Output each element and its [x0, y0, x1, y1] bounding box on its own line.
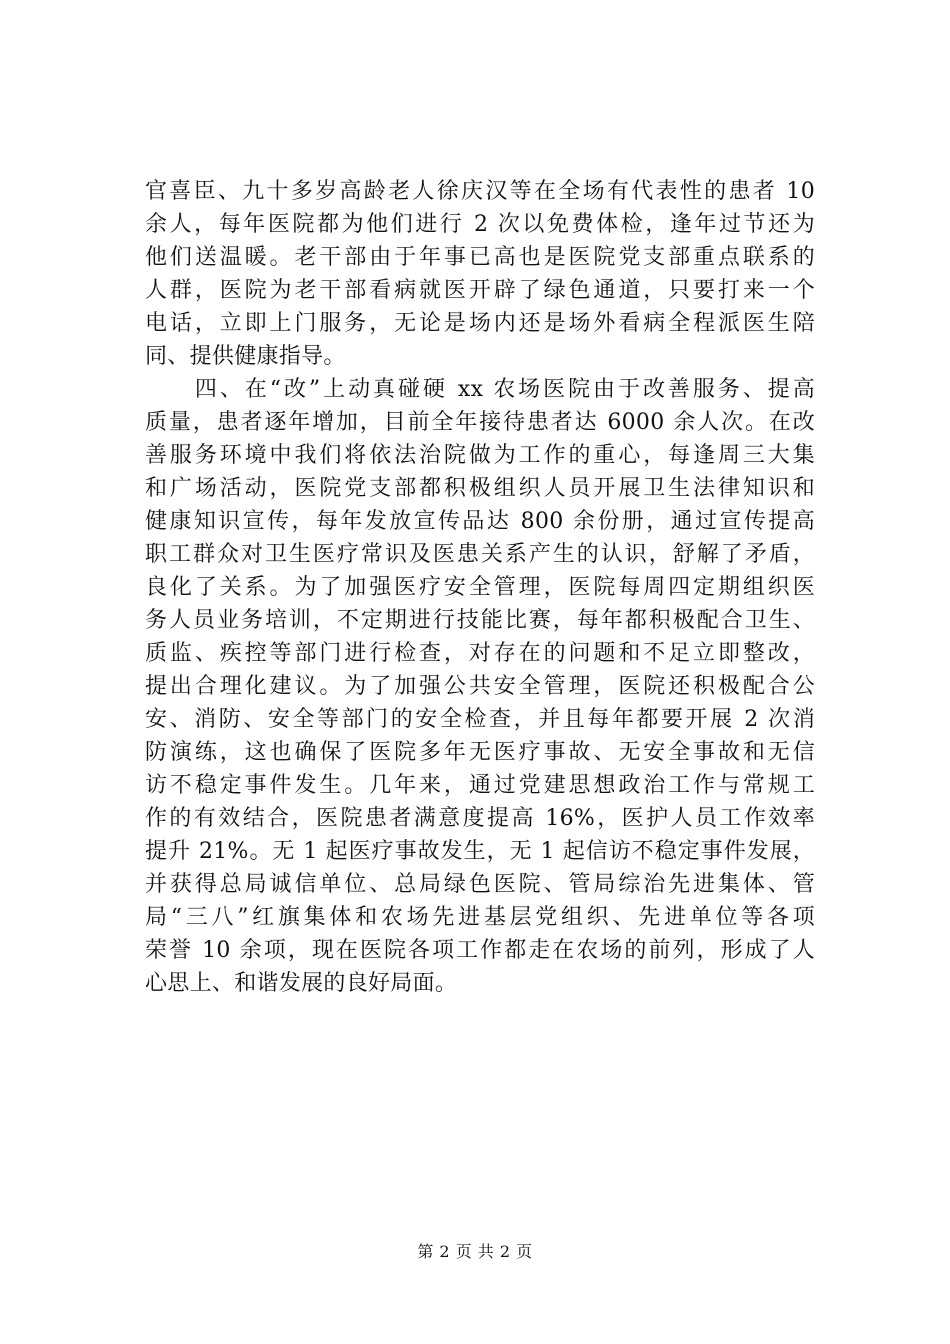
text-line: 质量，患者逐年增加，目前全年接待患者达 6000 余人次。在改	[145, 410, 815, 435]
text-line: 良化了关系。为了加强医疗安全管理，医院每周四定期组织医	[145, 575, 815, 600]
document-body	[145, 175, 815, 1000]
text-line: 务人员业务培训，不定期进行技能比赛，每年都积极配合卫生、	[145, 608, 815, 633]
text-line: 和广场活动，医院党支部都积极组织人员开展卫生法律知识和	[145, 476, 815, 501]
text-line: 提升 21%。无 1 起医疗事故发生，无 1 起信访不稳定事件发展，	[145, 839, 815, 864]
text-line: 访不稳定事件发生。几年来，通过党建思想政治工作与常规工	[145, 773, 815, 798]
text-line: 官喜臣、九十多岁高龄老人徐庆汉等在全场有代表性的患者 10	[145, 179, 815, 204]
paragraph-section-four	[145, 373, 815, 1000]
text-line: 善服务环境中我们将依法治院做为工作的重心，每逢周三大集	[145, 443, 815, 468]
text-line: 健康知识宣传，每年发放宣传品达 800 余份册，通过宣传提高	[145, 509, 815, 534]
text-line: 余人，每年医院都为他们进行 2 次以免费体检，逢年过节还为	[145, 212, 815, 237]
text-line: 局“三八”红旗集体和农场先进基层党组织、先进单位等各项	[145, 905, 815, 930]
text-line: 心思上、和谐发展的良好局面。	[145, 971, 458, 996]
text-line: 安、消防、安全等部门的安全检查，并且每年都要开展 2 次消	[145, 707, 815, 732]
text-line: 质监、疾控等部门进行检查，对存在的问题和不足立即整改，	[145, 641, 815, 666]
text-line: 电话，立即上门服务，无论是场内还是场外看病全程派医生陪	[145, 311, 815, 336]
text-line: 并获得总局诚信单位、总局绿色医院、管局综治先进集体、管	[145, 872, 815, 897]
paragraph-patient-care	[145, 175, 815, 373]
text-line: 四、在“改”上动真碰硬 xx 农场医院由于改善服务、提高	[145, 377, 815, 402]
text-line: 提出合理化建议。为了加强公共安全管理，医院还积极配合公	[145, 674, 815, 699]
text-line: 作的有效结合，医院患者满意度提高 16%，医护人员工作效率	[145, 806, 815, 831]
text-line: 人群，医院为老干部看病就医开辟了绿色通道，只要打来一个	[145, 278, 815, 303]
text-line: 荣誉 10 余项，现在医院各项工作都走在农场的前列，形成了人	[145, 938, 815, 963]
text-line: 他们送温暖。老干部由于年事已高也是医院党支部重点联系的	[145, 245, 815, 270]
page-footer	[0, 1242, 950, 1262]
text-line: 职工群众对卫生医疗常识及医患关系产生的认识，舒解了矛盾，	[145, 542, 815, 567]
text-line: 同、提供健康指导。	[145, 344, 346, 369]
text-line: 防演练，这也确保了医院多年无医疗事故、无安全事故和无信	[145, 740, 815, 765]
page-number-label: 第 2 页 共 2 页	[417, 1242, 533, 1261]
